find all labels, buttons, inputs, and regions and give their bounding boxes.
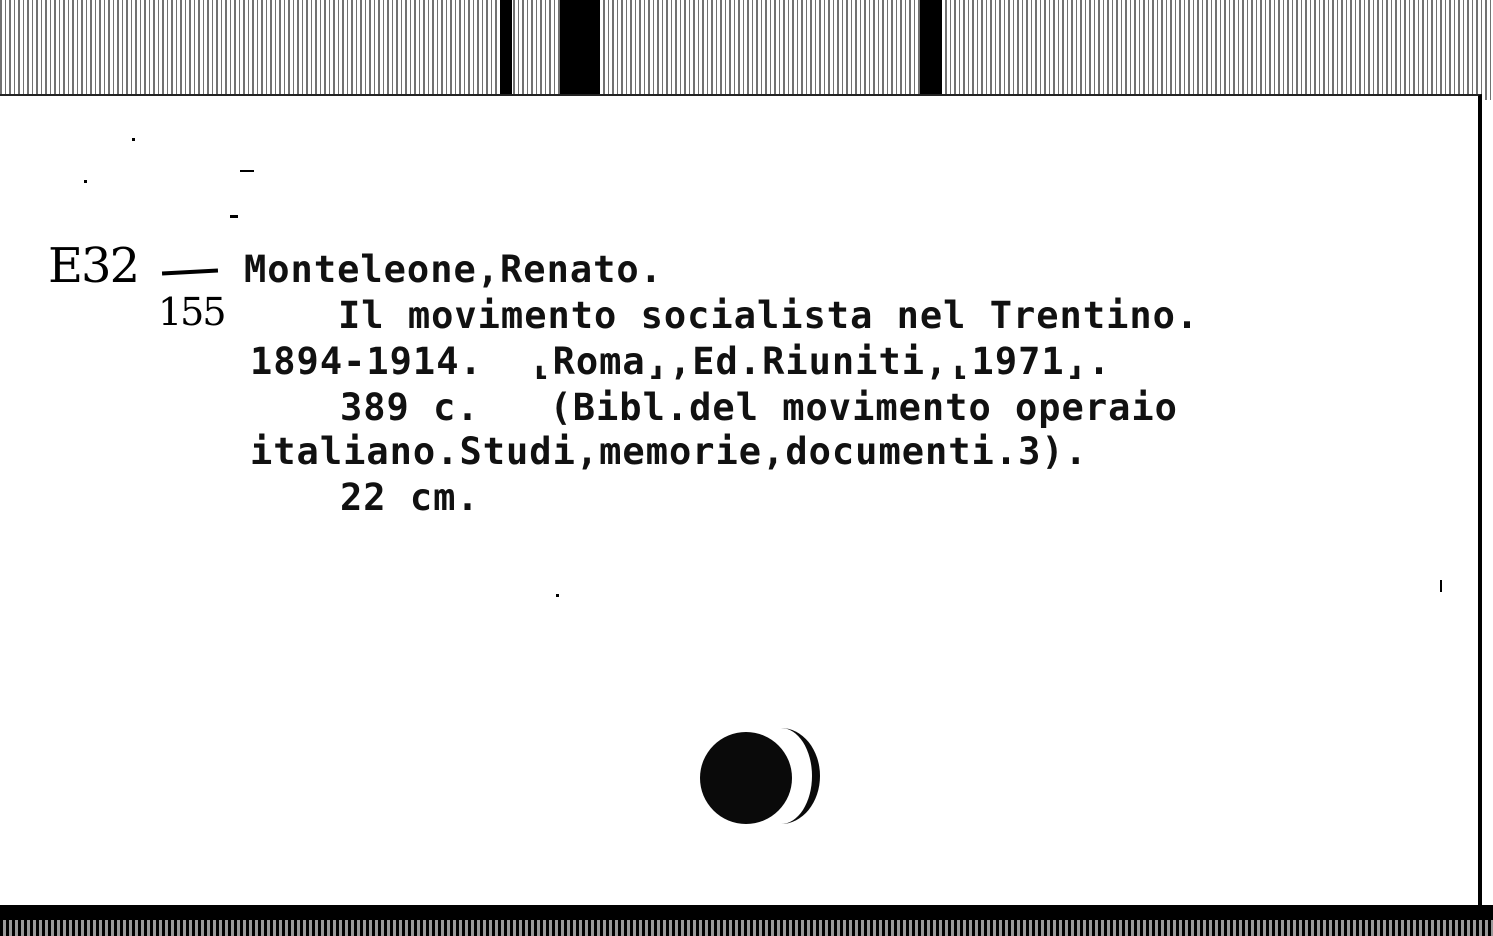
speck [132, 138, 135, 141]
speck [556, 594, 559, 597]
scan-artifact [560, 0, 600, 100]
speck [84, 180, 87, 183]
punch-hole [700, 732, 792, 824]
scan-artifact [500, 0, 512, 100]
author-heading: Monteleone,Renato. [244, 248, 663, 291]
speck [230, 215, 238, 218]
size-line: 22 cm. [340, 476, 480, 519]
series-line: italiano.Studi,memorie,documenti.3). [250, 430, 1088, 473]
scan-bottom-pattern [0, 920, 1493, 936]
collation-line: 389 c. (Bibl.del movimento operaio [340, 386, 1178, 429]
title-line: Il movimento socialista nel Trentino. [338, 294, 1200, 337]
scan-top-border [0, 0, 1493, 100]
speck [240, 170, 254, 172]
call-number-line-1: E32 [48, 238, 139, 294]
call-number-line-2: 155 [158, 290, 225, 334]
imprint-line: 1894-1914. ⸤Roma⸥,Ed.Riuniti,⸤1971⸥. [250, 340, 1112, 383]
scan-artifact [920, 0, 942, 100]
speck [1440, 580, 1442, 592]
